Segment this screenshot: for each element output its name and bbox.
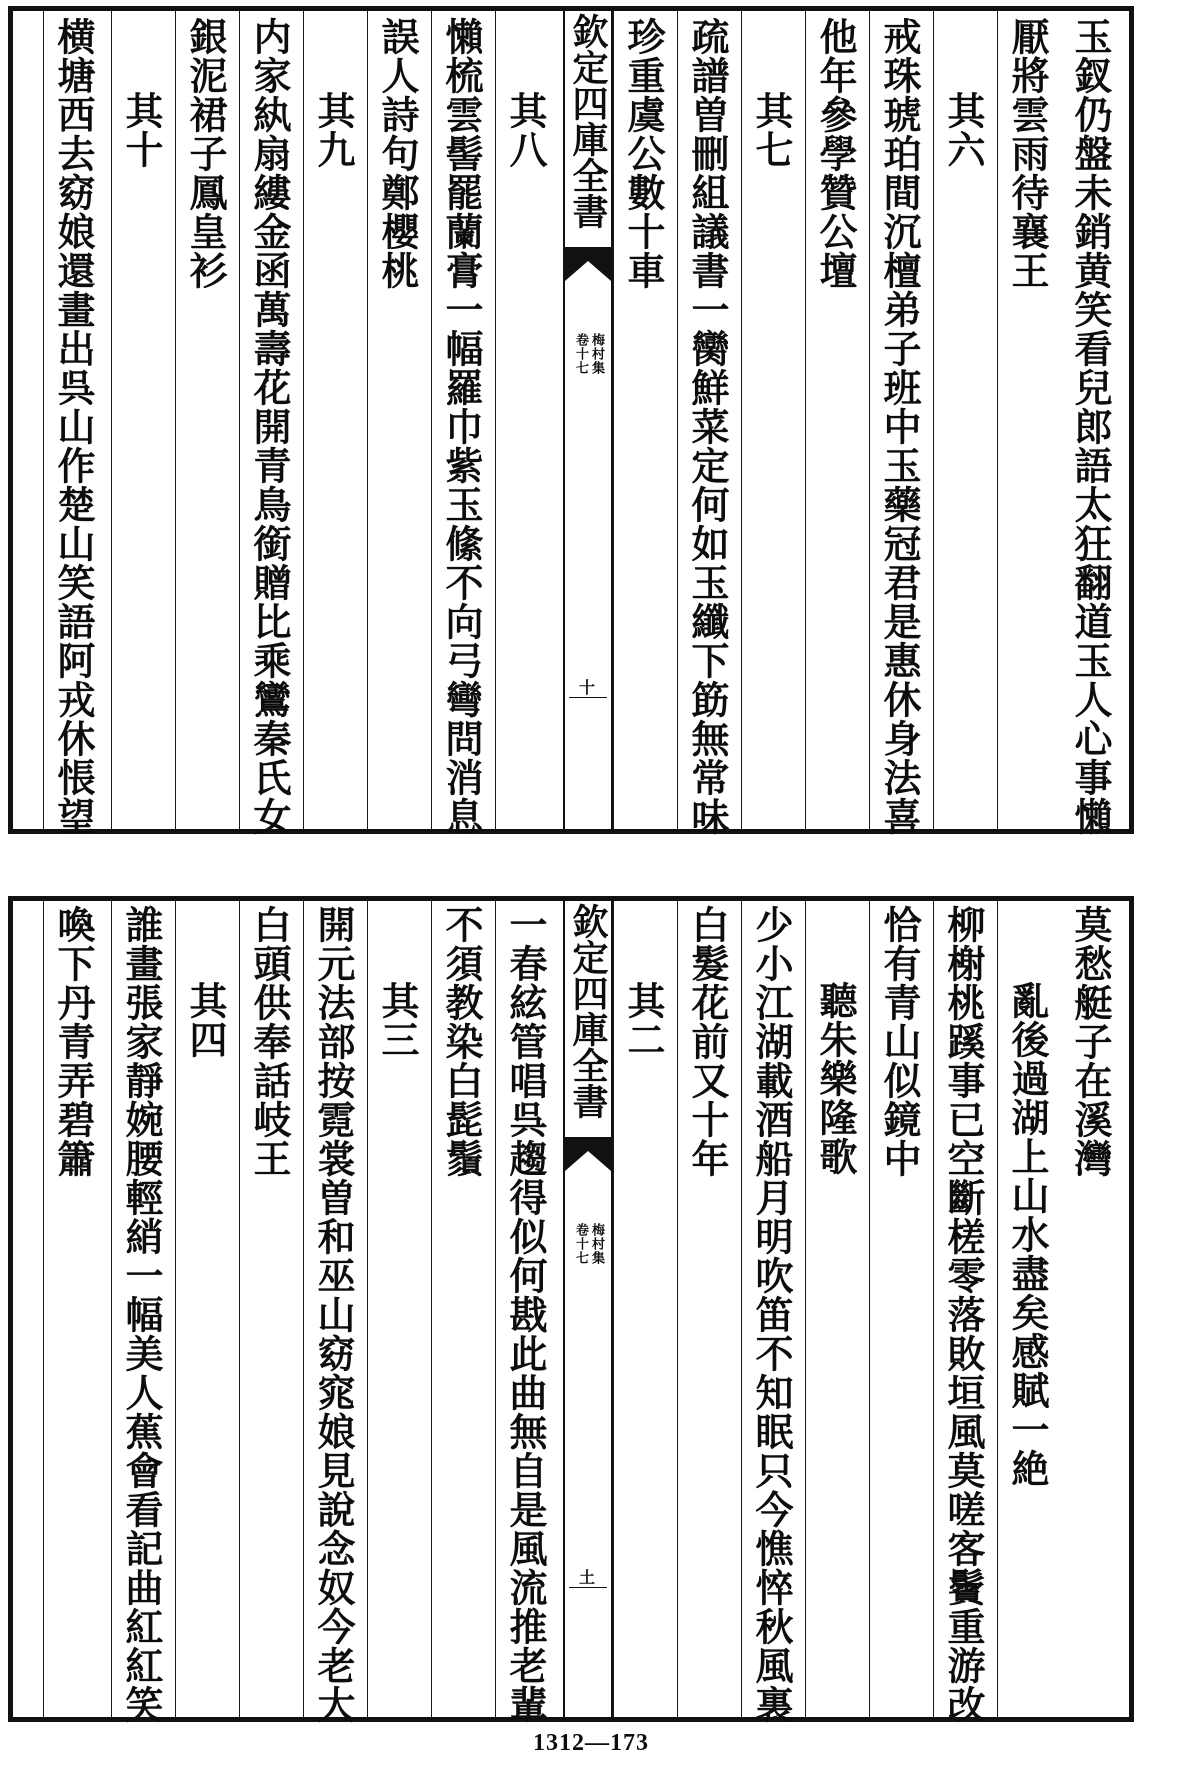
column-text: 白髮花前又十年 bbox=[685, 905, 730, 1178]
text-column bbox=[431, 11, 499, 836]
text-column bbox=[367, 901, 435, 1717]
column-text: 他年參學贊公壇 bbox=[813, 17, 858, 290]
bottom-page-frame bbox=[8, 896, 1134, 1722]
text-column bbox=[869, 901, 937, 1717]
column-text: 恰有青山似鏡中 bbox=[877, 905, 922, 1178]
column-text: 亂後過湖上山水盡矣感賦一絶 bbox=[1005, 981, 1050, 1488]
column-text: 其三 bbox=[375, 981, 420, 1059]
banxin-title: 欽定四庫全書 bbox=[567, 13, 609, 229]
column-text: 其九 bbox=[311, 91, 356, 169]
banxin-volume: 卷十七 bbox=[573, 1223, 588, 1265]
column-text: 内家紈扇縷金函萬壽花開青鳥銜贈比乘鸞秦氏女 bbox=[247, 17, 292, 836]
text-column bbox=[1061, 11, 1129, 836]
center-fold-strip bbox=[563, 11, 613, 829]
text-column bbox=[1061, 901, 1129, 1717]
column-text: 聽朱樂隆歌 bbox=[813, 981, 858, 1176]
column-text: 銀泥裙子鳳皇衫 bbox=[183, 17, 228, 290]
column-text: 誰畫張家靜婉腰輕綃一幅美人蕉會看記曲紅紅笑 bbox=[119, 905, 164, 1724]
text-column bbox=[43, 901, 111, 1717]
column-text: 少小江湖載酒船月明吹笛不知眠只今憔悴秋風裏 bbox=[749, 905, 794, 1724]
page-label: 1312—173 bbox=[533, 1730, 649, 1756]
column-text: 白頭供奉話岐王 bbox=[247, 905, 292, 1178]
text-column bbox=[495, 11, 563, 829]
text-column bbox=[677, 901, 745, 1717]
column-text: 柳榭桃蹊事已空斷槎零落敗垣風莫嗟客鬢重游改 bbox=[941, 905, 986, 1724]
column-text: 戒珠琥珀間沉檀弟子班中玉藥冠君是惠休身法喜 bbox=[877, 17, 922, 836]
fish-tail-mark-icon bbox=[565, 1137, 611, 1171]
text-column bbox=[997, 11, 1065, 829]
column-text: 喚下丹青弄碧簫 bbox=[51, 905, 96, 1178]
text-column bbox=[175, 11, 243, 829]
banxin-page-number: 土 bbox=[579, 1568, 596, 1587]
text-column bbox=[303, 901, 371, 1724]
center-fold-strip bbox=[563, 901, 613, 1717]
text-column bbox=[431, 901, 499, 1717]
column-text: 厭將雲雨待襄王 bbox=[1005, 17, 1050, 290]
text-column bbox=[741, 901, 809, 1724]
text-column bbox=[805, 901, 873, 1717]
text-column bbox=[111, 901, 179, 1724]
column-text: 懶梳雲髻罷蘭膏一幅羅巾紫玉絛不向弓彎問消息 bbox=[439, 17, 484, 836]
banxin-book-title: 梅村集 bbox=[589, 333, 604, 375]
text-column bbox=[613, 11, 681, 829]
column-text: 其四 bbox=[183, 981, 228, 1059]
text-column bbox=[869, 11, 937, 836]
banxin-book-title: 梅村集 bbox=[589, 1223, 604, 1265]
column-text: 珍重虞公數十車 bbox=[621, 17, 666, 290]
column-text: 不須教染白髭鬚 bbox=[439, 905, 484, 1178]
column-text: 其二 bbox=[621, 981, 666, 1059]
column-text: 疏譜曽刪組議書一臠鮮菜定何如玉纖下筯無常味 bbox=[685, 17, 730, 836]
banxin-title: 欽定四庫全書 bbox=[567, 903, 609, 1119]
column-text: 玉釵仍盤未銷黄笑看兒郎語太狂翻道玉人心事懶 bbox=[1068, 17, 1113, 836]
banxin-divider bbox=[569, 1587, 607, 1588]
text-column bbox=[613, 901, 681, 1717]
column-text: 其八 bbox=[503, 91, 548, 169]
column-text: 莫愁艇子在溪灣 bbox=[1068, 905, 1113, 1178]
text-column bbox=[43, 11, 111, 836]
banxin-volume: 卷十七 bbox=[573, 333, 588, 375]
column-text: 其十 bbox=[119, 91, 164, 169]
banxin-page-number: 十 bbox=[579, 678, 596, 697]
column-text: 誤人詩句鄭櫻桃 bbox=[375, 17, 420, 290]
text-column bbox=[933, 11, 1001, 829]
column-text: 其七 bbox=[749, 91, 794, 169]
text-column bbox=[239, 901, 307, 1717]
text-column bbox=[175, 901, 243, 1717]
text-column bbox=[495, 901, 563, 1724]
text-column bbox=[303, 11, 371, 829]
text-column bbox=[741, 11, 809, 829]
banxin-divider bbox=[569, 697, 607, 698]
text-column bbox=[111, 11, 179, 829]
column-text: 其六 bbox=[941, 91, 986, 169]
fish-tail-mark-icon bbox=[565, 247, 611, 281]
column-text: 一春絃管唱呉趨得似何戡此曲無自是風流推老輩 bbox=[503, 905, 548, 1724]
text-column bbox=[677, 11, 745, 836]
text-column bbox=[367, 11, 435, 829]
column-text: 横塘西去窈娘還畫出呉山作楚山笑語阿戎休悵望 bbox=[51, 17, 96, 836]
text-column bbox=[997, 901, 1065, 1717]
text-column bbox=[933, 901, 1001, 1724]
top-page-frame bbox=[8, 6, 1134, 834]
text-column bbox=[805, 11, 873, 829]
column-text: 開元法部按霓裳曽和巫山窈窕娘見說念奴今老大 bbox=[311, 905, 356, 1724]
text-column bbox=[239, 11, 307, 836]
